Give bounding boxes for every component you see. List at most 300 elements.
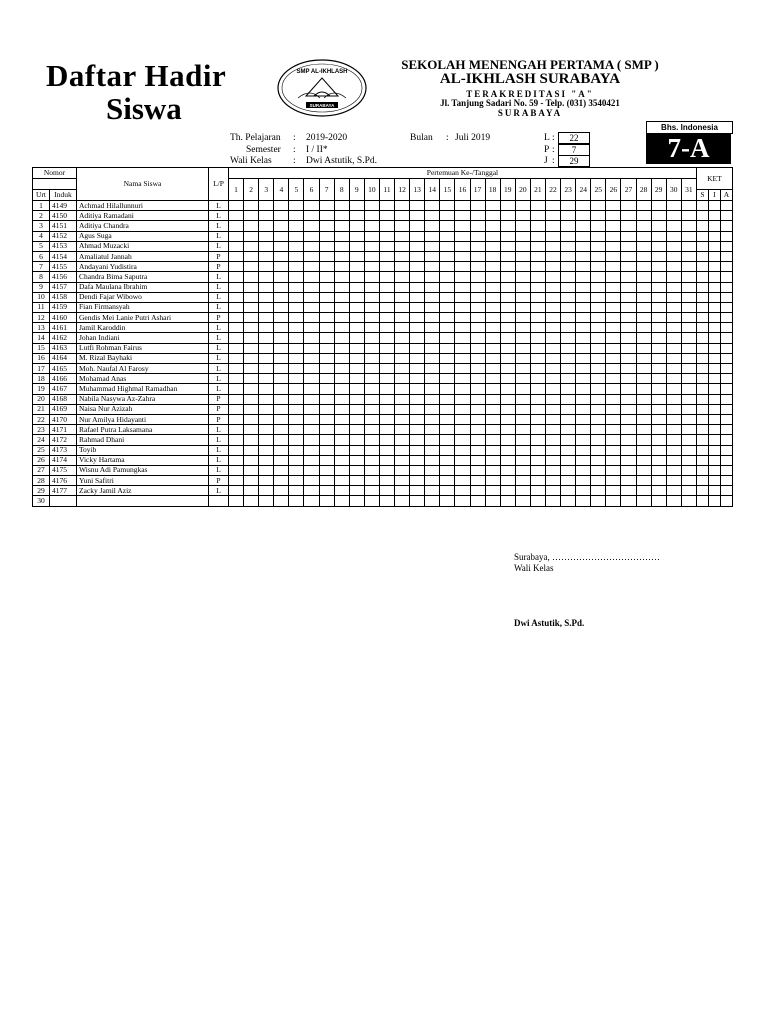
attendance-cell (410, 394, 425, 404)
row-induk: 4155 (50, 262, 77, 272)
attendance-cell (229, 465, 244, 475)
table-row (33, 486, 733, 496)
attendance-cell (410, 313, 425, 323)
attendance-cell (720, 313, 732, 323)
attendance-cell (666, 282, 681, 292)
attendance-cell (289, 241, 304, 251)
attendance-cell (651, 231, 666, 241)
wali-label: Wali Kelas (230, 156, 272, 166)
attendance-cell (500, 394, 515, 404)
attendance-cell (606, 241, 621, 251)
attendance-cell (530, 384, 545, 394)
attendance-cell (259, 476, 274, 486)
attendance-cell (500, 496, 515, 506)
attendance-cell (259, 486, 274, 496)
colon: : (552, 145, 555, 155)
attendance-cell (485, 251, 500, 261)
attendance-cell (289, 272, 304, 282)
logo-bottom-text: SURABAYA (309, 103, 335, 108)
attendance-cell (681, 282, 696, 292)
attendance-cell (576, 414, 591, 424)
attendance-cell (319, 394, 334, 404)
attendance-cell (720, 496, 732, 506)
attendance-cell (530, 221, 545, 231)
school-name-line-2: AL-IKHLASH SURABAYA (439, 71, 621, 87)
semester-value: I / II* (306, 145, 328, 155)
day-header-16: 16 (455, 179, 470, 201)
attendance-cell (470, 262, 485, 272)
attendance-cell (304, 251, 319, 261)
attendance-cell (410, 241, 425, 251)
attendance-cell (485, 465, 500, 475)
attendance-cell (666, 302, 681, 312)
attendance-cell (576, 465, 591, 475)
attendance-cell (545, 211, 560, 221)
attendance-cell (636, 211, 651, 221)
row-name: Wisnu Adi Pamungkas (77, 465, 209, 475)
attendance-cell (425, 262, 440, 272)
attendance-cell (485, 282, 500, 292)
attendance-cell (229, 272, 244, 282)
attendance-cell (319, 414, 334, 424)
attendance-cell (304, 496, 319, 506)
attendance-cell (364, 384, 379, 394)
attendance-cell (666, 211, 681, 221)
attendance-cell (636, 465, 651, 475)
attendance-cell (681, 394, 696, 404)
attendance-cell (470, 251, 485, 261)
attendance-cell (606, 486, 621, 496)
attendance-cell (395, 272, 410, 282)
attendance-cell (379, 201, 394, 211)
table-row (33, 313, 733, 323)
attendance-cell (591, 343, 606, 353)
attendance-cell (470, 455, 485, 465)
attendance-cell (485, 425, 500, 435)
attendance-cell (289, 476, 304, 486)
attendance-cell (334, 262, 349, 272)
row-gender: P (209, 476, 229, 486)
attendance-cell (274, 292, 289, 302)
attendance-cell (606, 455, 621, 465)
attendance-cell (621, 374, 636, 384)
attendance-cell (636, 374, 651, 384)
row-gender: P (209, 394, 229, 404)
attendance-cell (651, 251, 666, 261)
logo-top-text: SMP AL-IKHLASH (296, 69, 348, 75)
row-name: Toyib (77, 445, 209, 455)
attendance-cell (349, 313, 364, 323)
attendance-cell (274, 374, 289, 384)
table-row (33, 353, 733, 363)
attendance-cell (720, 465, 732, 475)
attendance-cell (530, 313, 545, 323)
row-number: 15 (33, 343, 50, 353)
attendance-cell (515, 251, 530, 261)
attendance-cell (720, 251, 732, 261)
table-row (33, 425, 733, 435)
attendance-cell (651, 323, 666, 333)
attendance-cell (395, 353, 410, 363)
attendance-cell (636, 445, 651, 455)
attendance-cell (576, 251, 591, 261)
attendance-cell (425, 211, 440, 221)
attendance-cell (289, 282, 304, 292)
attendance-cell (289, 445, 304, 455)
attendance-cell (708, 394, 720, 404)
attendance-cell (515, 425, 530, 435)
attendance-cell (304, 364, 319, 374)
attendance-cell (440, 211, 455, 221)
attendance-cell (244, 313, 259, 323)
attendance-cell (289, 323, 304, 333)
row-gender: L (209, 455, 229, 465)
row-induk: 4170 (50, 414, 77, 424)
table-row (33, 333, 733, 343)
attendance-cell (606, 231, 621, 241)
day-header-31: 31 (681, 179, 696, 201)
attendance-cell (500, 425, 515, 435)
attendance-cell (304, 313, 319, 323)
attendance-cell (274, 384, 289, 394)
attendance-cell (696, 282, 708, 292)
attendance-cell (485, 476, 500, 486)
attendance-cell (720, 445, 732, 455)
attendance-cell (666, 333, 681, 343)
attendance-cell (576, 313, 591, 323)
attendance-cell (530, 211, 545, 221)
attendance-cell (455, 323, 470, 333)
attendance-cell (244, 486, 259, 496)
attendance-cell (696, 496, 708, 506)
attendance-cell (440, 262, 455, 272)
header-ket: KET (696, 168, 732, 190)
attendance-cell (259, 353, 274, 363)
attendance-cell (334, 435, 349, 445)
attendance-cell (319, 343, 334, 353)
attendance-cell (379, 333, 394, 343)
attendance-cell (440, 465, 455, 475)
attendance-cell (636, 302, 651, 312)
attendance-cell (274, 465, 289, 475)
attendance-cell (319, 241, 334, 251)
row-induk: 4168 (50, 394, 77, 404)
attendance-cell (379, 486, 394, 496)
attendance-cell (621, 425, 636, 435)
colon: : (552, 156, 555, 166)
table-row (33, 435, 733, 445)
attendance-cell (515, 394, 530, 404)
attendance-cell (515, 302, 530, 312)
attendance-cell (500, 404, 515, 414)
row-number: 18 (33, 374, 50, 384)
attendance-cell (561, 323, 576, 333)
title-line-1: Daftar Hadir (46, 58, 227, 93)
attendance-cell (576, 455, 591, 465)
table-row (33, 374, 733, 384)
attendance-cell (681, 425, 696, 435)
attendance-cell (708, 476, 720, 486)
attendance-cell (651, 435, 666, 445)
attendance-cell (651, 333, 666, 343)
attendance-cell (636, 486, 651, 496)
attendance-cell (561, 384, 576, 394)
attendance-cell (455, 302, 470, 312)
attendance-cell (244, 201, 259, 211)
attendance-cell (410, 414, 425, 424)
row-name: M. Rizal Bayhaki (77, 353, 209, 363)
attendance-cell (545, 455, 560, 465)
attendance-cell (545, 282, 560, 292)
attendance-cell (720, 476, 732, 486)
attendance-cell (545, 374, 560, 384)
attendance-cell (500, 231, 515, 241)
attendance-cell (334, 282, 349, 292)
attendance-cell (651, 455, 666, 465)
attendance-cell (440, 353, 455, 363)
attendance-cell (666, 455, 681, 465)
day-header-9: 9 (349, 179, 364, 201)
attendance-cell (515, 292, 530, 302)
attendance-cell (606, 302, 621, 312)
attendance-cell (515, 353, 530, 363)
attendance-cell (440, 201, 455, 211)
stat-j-value: 29 (558, 155, 590, 167)
row-name: Nur Amilya Hidayanti (77, 414, 209, 424)
attendance-cell (364, 282, 379, 292)
attendance-cell (244, 455, 259, 465)
attendance-cell (545, 414, 560, 424)
table-row (33, 251, 733, 261)
attendance-cell (515, 231, 530, 241)
attendance-cell (666, 496, 681, 506)
attendance-cell (708, 404, 720, 414)
row-name: Agus Suga (77, 231, 209, 241)
attendance-cell (696, 486, 708, 496)
day-header-5: 5 (289, 179, 304, 201)
attendance-cell (319, 262, 334, 272)
attendance-cell (410, 251, 425, 261)
attendance-cell (708, 272, 720, 282)
attendance-cell (334, 313, 349, 323)
day-header-17: 17 (470, 179, 485, 201)
attendance-cell (364, 221, 379, 231)
attendance-cell (636, 241, 651, 251)
header-urt: Urt (33, 190, 50, 201)
row-number: 16 (33, 353, 50, 363)
attendance-cell (591, 476, 606, 486)
row-induk: 4160 (50, 313, 77, 323)
attendance-cell (425, 414, 440, 424)
attendance-cell (636, 323, 651, 333)
attendance-cell (244, 445, 259, 455)
attendance-cell (545, 323, 560, 333)
attendance-cell (244, 343, 259, 353)
attendance-cell (349, 302, 364, 312)
attendance-cell (485, 343, 500, 353)
attendance-cell (530, 364, 545, 374)
attendance-cell (334, 201, 349, 211)
row-gender: L (209, 292, 229, 302)
attendance-cell (530, 292, 545, 302)
attendance-cell (708, 262, 720, 272)
attendance-cell (621, 353, 636, 363)
attendance-cell (319, 221, 334, 231)
attendance-cell (259, 465, 274, 475)
attendance-cell (440, 343, 455, 353)
attendance-cell (636, 272, 651, 282)
attendance-cell (395, 333, 410, 343)
attendance-cell (515, 435, 530, 445)
attendance-cell (530, 272, 545, 282)
attendance-cell (696, 313, 708, 323)
attendance-cell (621, 486, 636, 496)
attendance-cell (425, 364, 440, 374)
attendance-cell (395, 465, 410, 475)
attendance-cell (636, 221, 651, 231)
attendance-cell (395, 221, 410, 231)
attendance-cell (720, 201, 732, 211)
attendance-cell (591, 364, 606, 374)
attendance-cell (410, 404, 425, 414)
attendance-cell (455, 435, 470, 445)
attendance-cell (708, 211, 720, 221)
attendance-cell (576, 374, 591, 384)
attendance-cell (289, 414, 304, 424)
row-number: 7 (33, 262, 50, 272)
attendance-cell (289, 404, 304, 414)
attendance-cell (425, 476, 440, 486)
attendance-cell (515, 323, 530, 333)
attendance-cell (561, 221, 576, 231)
attendance-cell (696, 414, 708, 424)
row-name: Amaliatul Jannah (77, 251, 209, 261)
attendance-cell (259, 231, 274, 241)
attendance-cell (229, 241, 244, 251)
attendance-cell (455, 465, 470, 475)
attendance-cell (379, 241, 394, 251)
attendance-cell (651, 343, 666, 353)
row-name: Achmad Hilallunnuri (77, 201, 209, 211)
attendance-cell (696, 353, 708, 363)
attendance-cell (621, 333, 636, 343)
attendance-cell (696, 323, 708, 333)
attendance-cell (425, 496, 440, 506)
attendance-cell (229, 211, 244, 221)
attendance-cell (636, 425, 651, 435)
attendance-cell (470, 445, 485, 455)
attendance-cell (410, 476, 425, 486)
attendance-cell (349, 465, 364, 475)
attendance-cell (720, 343, 732, 353)
attendance-cell (334, 292, 349, 302)
attendance-cell (364, 343, 379, 353)
attendance-cell (545, 313, 560, 323)
attendance-cell (440, 455, 455, 465)
attendance-cell (244, 496, 259, 506)
attendance-cell (576, 486, 591, 496)
day-header-29: 29 (651, 179, 666, 201)
row-number: 3 (33, 221, 50, 231)
attendance-cell (545, 384, 560, 394)
attendance-cell (304, 221, 319, 231)
attendance-cell (470, 292, 485, 302)
attendance-cell (606, 435, 621, 445)
attendance-cell (636, 476, 651, 486)
stat-l-label: L (544, 133, 550, 143)
row-name: Vicky Hartama (77, 455, 209, 465)
attendance-cell (621, 292, 636, 302)
day-header-14: 14 (425, 179, 440, 201)
attendance-cell (440, 364, 455, 374)
attendance-cell (621, 262, 636, 272)
row-number: 9 (33, 282, 50, 292)
table-row (33, 241, 733, 251)
attendance-cell (349, 251, 364, 261)
attendance-cell (485, 241, 500, 251)
attendance-cell (720, 302, 732, 312)
attendance-cell (289, 384, 304, 394)
row-number: 28 (33, 476, 50, 486)
attendance-cell (334, 272, 349, 282)
row-name: Johan Indiani (77, 333, 209, 343)
attendance-cell (470, 476, 485, 486)
attendance-cell (410, 272, 425, 282)
attendance-cell (500, 313, 515, 323)
attendance-cell (319, 445, 334, 455)
attendance-cell (364, 313, 379, 323)
row-number: 8 (33, 272, 50, 282)
attendance-table (32, 167, 733, 507)
day-header-13: 13 (410, 179, 425, 201)
attendance-cell (681, 241, 696, 251)
attendance-cell (515, 272, 530, 282)
table-row (33, 404, 733, 414)
stat-p-value: 7 (558, 144, 590, 156)
day-header-23: 23 (561, 179, 576, 201)
day-header-6: 6 (304, 179, 319, 201)
attendance-cell (666, 323, 681, 333)
attendance-cell (681, 414, 696, 424)
attendance-cell (304, 292, 319, 302)
attendance-cell (720, 292, 732, 302)
attendance-cell (636, 251, 651, 261)
attendance-cell (304, 384, 319, 394)
attendance-cell (440, 221, 455, 231)
attendance-cell (364, 476, 379, 486)
attendance-cell (334, 465, 349, 475)
attendance-cell (651, 496, 666, 506)
attendance-cell (500, 241, 515, 251)
attendance-cell (666, 374, 681, 384)
attendance-cell (708, 251, 720, 261)
attendance-cell (379, 292, 394, 302)
attendance-cell (576, 282, 591, 292)
row-name: Gendis Mei Lanie Putri Ashari (77, 313, 209, 323)
attendance-cell (425, 323, 440, 333)
attendance-cell (530, 476, 545, 486)
attendance-cell (364, 353, 379, 363)
attendance-cell (545, 272, 560, 282)
row-gender: L (209, 302, 229, 312)
bulan-label: Bulan (410, 133, 433, 143)
attendance-cell (470, 241, 485, 251)
attendance-cell (621, 384, 636, 394)
attendance-cell (319, 333, 334, 343)
attendance-cell (349, 486, 364, 496)
attendance-cell (274, 496, 289, 506)
attendance-cell (606, 425, 621, 435)
